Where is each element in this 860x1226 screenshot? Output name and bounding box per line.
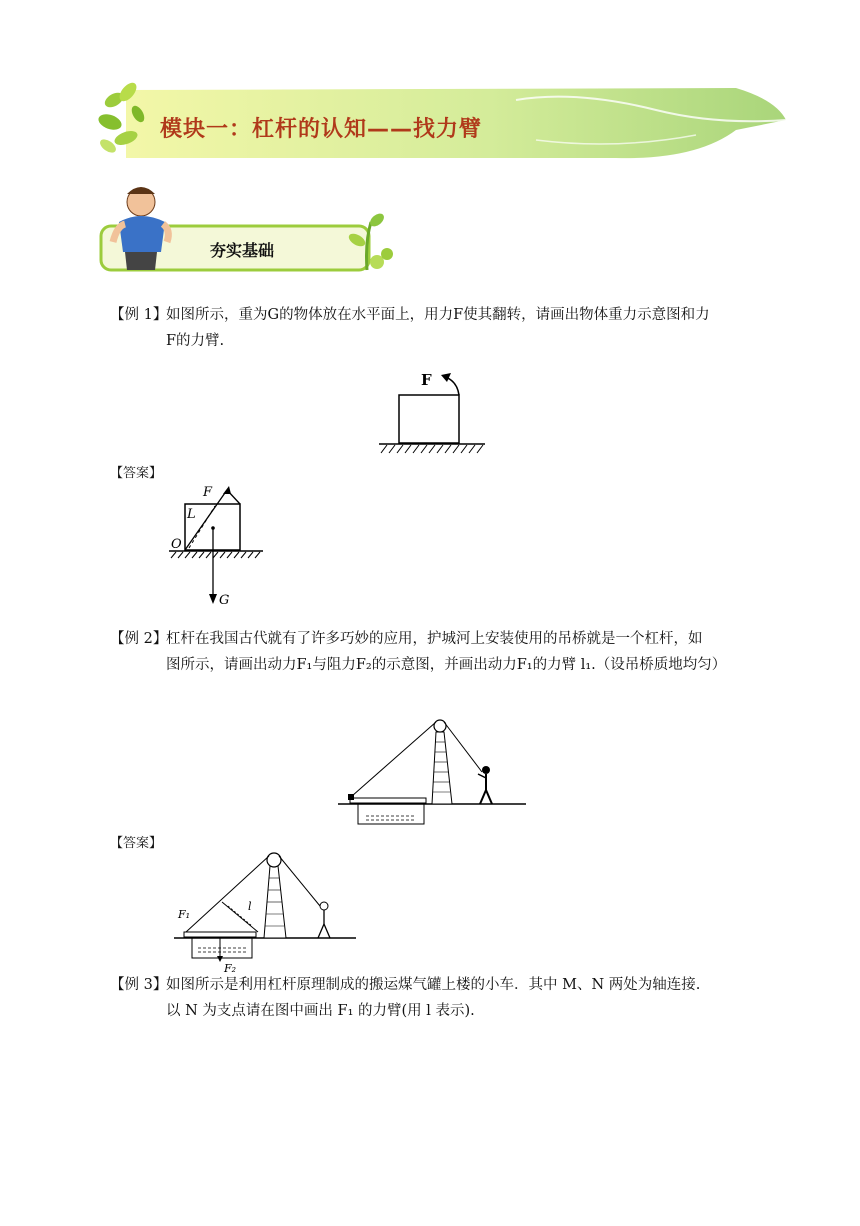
answer-2-figure <box>172 848 358 976</box>
module-title: 模块一：杠杆的认知——找力臂 <box>160 117 483 142</box>
question-2-line2: 图所示，请画出动力F₁与阻力F₂的示意图，并画出动力F₁的力臂 l₁.（设吊桥质地均匀） <box>166 657 727 673</box>
answer-1-figure <box>165 482 270 610</box>
question-1-line2: F的力臂. <box>166 333 225 349</box>
question-1-tag: 【例 1】 <box>110 307 168 323</box>
section-title: 夯实基础 <box>210 241 275 260</box>
question-3-line2: 以 N 为支点请在图中画出 F₁ 的力臂(用 l 表示). <box>166 1003 475 1019</box>
question-2-tag: 【例 2】 <box>110 631 168 647</box>
section-badge <box>95 182 395 278</box>
question-1-line1: 如图所示，重为G的物体放在水平面上，用力F使其翻转，请画出物体重力示意图和力 <box>166 307 710 323</box>
question-1-figure <box>375 365 490 457</box>
answer-1-label-g: G <box>219 593 230 608</box>
question-2 <box>110 626 810 678</box>
question-2-line1: 杠杆在我国古代就有了许多巧妙的应用，护城河上安装使用的吊桥就是一个杠杆，如 <box>166 631 703 647</box>
answer-2-label-f2: F₂ <box>224 962 237 975</box>
answer-1-label-l: L <box>187 507 196 522</box>
answer-1-tag: 【答案】 <box>110 466 163 481</box>
answer-2-label-f1: F₁ <box>178 908 191 921</box>
question-2-figure <box>336 712 528 828</box>
answer-2-label-l: l <box>248 900 252 913</box>
question-3-line1: 如图所示是利用杠杆原理制成的搬运煤气罐上楼的小车．其中 M、N 两处为轴连接. <box>166 977 701 993</box>
question-3 <box>110 972 810 1024</box>
answer-2-tag: 【答案】 <box>110 836 163 851</box>
answer-1-label-f: F <box>203 485 213 500</box>
force-label-f: F <box>421 371 432 389</box>
answer-1-label-o: O <box>171 537 182 552</box>
question-1 <box>110 302 790 354</box>
question-3-tag: 【例 3】 <box>110 977 168 993</box>
